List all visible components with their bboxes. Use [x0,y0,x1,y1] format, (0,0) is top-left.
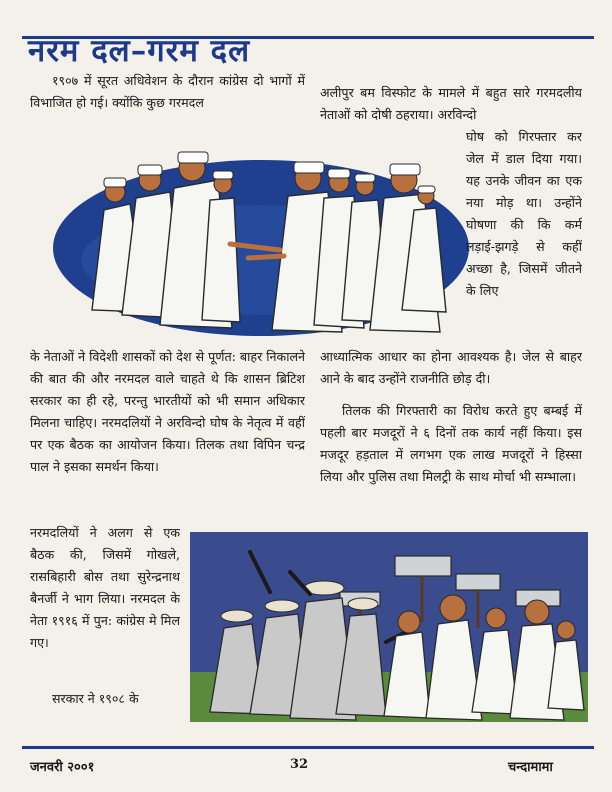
col2-paragraph-1a: अलीपुर बम विस्फोट के मामले में बहुत सारे गरमदलीय नेताओं को दोषी ठहराया। अरविन्दो [320,85,582,122]
col1-paragraph-3: नरमदलियों ने अलग से एक बैठक की, जिसमें गोखले, रासबिहारी बोस तथा सुरेन्द्रनाथ बैनर्जी ने भाग लिया। नरमदल के नेता १९१६ में पुन: कांग्रेस मे मिल गए। [30,525,180,650]
page-number: 32 [290,757,309,772]
police-charge-illustration [190,532,588,722]
page-title: नरम दल–गरम दल [28,33,251,69]
col1-paragraph-1: १९०७ में सूरत अधिवेशन के दौरान कांग्रेस दो भागों में विभाजित हो गई। क्योंकि कुछ गरमदल [30,73,305,110]
bottom-rule [22,746,594,749]
col2-paragraph-1b: घोष को गिरफ्तार कर जेल में डाल दिया गया। यह उनके जीवन का एक नया मोड़ था। उन्होंने घोषणा की कि कर्म लड़ाई-झगड़े से कहीं अच्छा है, जिसमें जीतने के लिए [466,129,582,298]
col1-paragraph-2: के नेताओं ने विदेशी शासकों को देश से पूर्णत: बाहर निकालने की बात की और नरमदल वाले चाहते थे कि शासन ब्रिटिश सरकार का ही रहे, परन्तु भारतीयों को भी समान अधिकार मिलना चाहिए। नरमदलियों ने अरविन्दो घोष के नेतृत्व में वहीं पर एक बैठक का आयोजन किया। तिलक तथा विपिन चन्द्र पाल ने इसका समर्थन किया। [30,349,305,474]
footer-date: जनवरी २००१ [30,760,95,775]
col2-paragraph-1c: आध्यात्मिक आधार का होना आवश्यक है। जेल से बाहर आने के बाद उन्होंने राजनीति छोड़ दी। [320,349,582,386]
magazine-name: चन्दामामा [508,760,553,775]
col2-paragraph-2: तिलक की गिरफ्तारी का विरोध करते हुए बम्बई में पहली बार मजदूरों ने ६ दिनों तक कार्य नहीं किया। इस मजदूर हड़ताल में लगभग एक लाख मजदूरों ने हिस्सा लिया और पुलिस तथा मिलट्री के साथ मोर्चा भी सम्भाला। [320,403,582,484]
leaders-argument-illustration [52,140,470,340]
col1-paragraph-4: सरकार ने १९०८ के [52,691,139,706]
